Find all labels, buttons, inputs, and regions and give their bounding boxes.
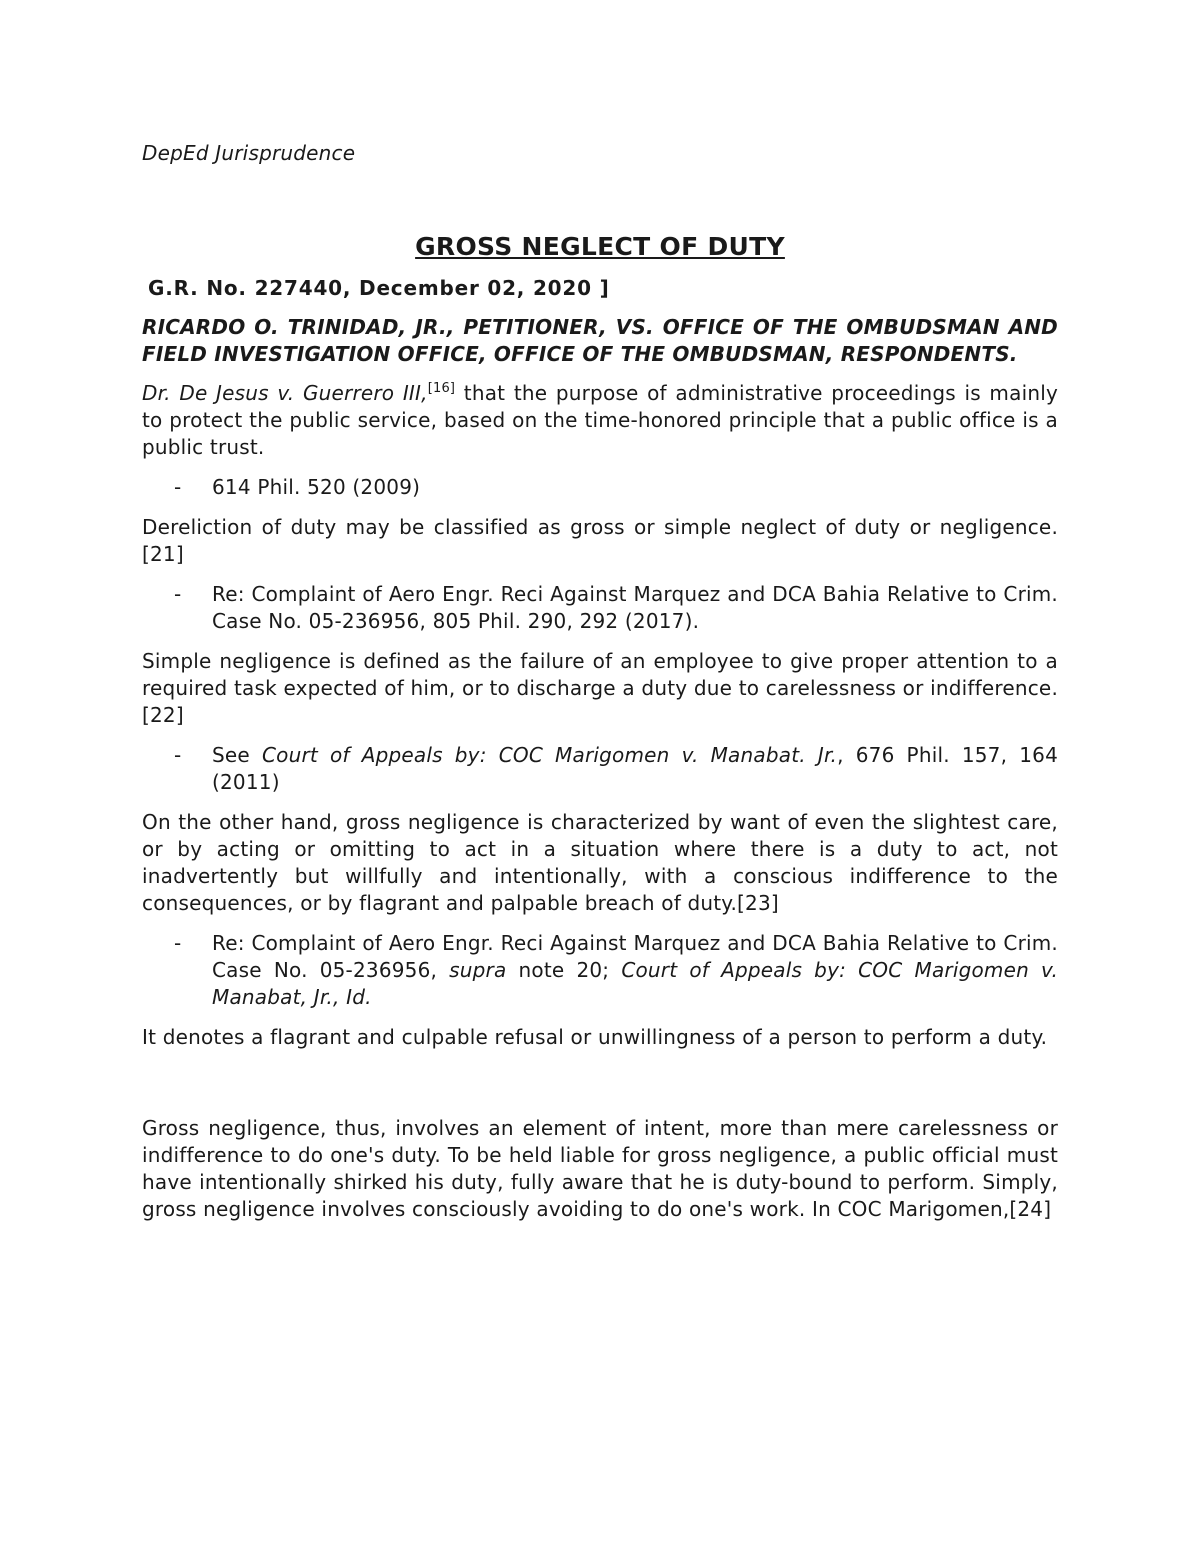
citation-item: - Re: Complaint of Aero Engr. Reci Against Marquez and DCA Bahia Relative to Crim. Case No. 05-236956, supra note 20; Court of Appeals by: COC Marigomen v. Manabat, Jr., Id. xyxy=(174,931,1059,1009)
case-name: Dr. De Jesus v. Guerrero III xyxy=(142,381,422,405)
citation-item: - 614 Phil. 520 (2009) xyxy=(174,475,421,499)
paragraph-gross-negligence: On the other hand, gross negligence is characterized by want of even the slightest care, or by acting or omitting to act in a situation where there is a duty to act, not inadvertently but willfully and intentionally, with a conscious indifference to the consequences, or by flagrant and palpable breach of duty.[23] xyxy=(142,810,1058,915)
bullet-dash: - xyxy=(174,743,182,767)
document-title: GROSS NEGLECT OF DUTY xyxy=(415,232,785,261)
bullet-dash: - xyxy=(174,931,182,955)
paragraph-dereliction: Dereliction of duty may be classified as gross or simple neglect of duty or negligence.[21] xyxy=(142,515,1058,566)
paragraph-intent: Gross negligence, thus, involves an element of intent, more than mere carelessness or indifference to do one's duty. To be held liable for gross negligence, a public official must have intentionally shirked his duty, fully aware that he is duty-bound to perform. Simply, gross negligence involves consciously avoiding to do one's work. In COC Marigomen,[24] xyxy=(142,1116,1058,1221)
bullet-dash: - xyxy=(174,475,182,499)
citation-item: - Re: Complaint of Aero Engr. Reci Against Marquez and DCA Bahia Relative to Crim. Case No. 05-236956, 805 Phil. 290, 292 (2017). xyxy=(174,582,1058,633)
case-name: Court of Appeals by: COC Marigomen v. Manabat, Jr., Id. xyxy=(212,958,1059,1009)
document-page xyxy=(142,140,1058,1236)
paragraph-denotes: It denotes a flagrant and culpable refusal or unwillingness of a person to perform a duty. xyxy=(142,1025,1048,1049)
paragraph-simple-negligence: Simple negligence is defined as the failure of an employee to give proper attention to a required task expected of him, or to discharge a duty due to carelessness or indifference.[22] xyxy=(142,649,1058,727)
footnote-ref: [16] xyxy=(427,381,456,396)
citation-item: - See Court of Appeals by: COC Marigomen v. Manabat. Jr., 676 Phil. 157, 164 (2011) xyxy=(174,743,1058,794)
paragraph-purpose: Dr. De Jesus v. Guerrero III,[16] that the purpose of administrative proceedings is mainly to protect the public service, based on the time-honored principle that a public office is a public trust. xyxy=(142,381,1058,459)
bullet-dash: - xyxy=(174,582,182,606)
case-number: G.R. No. 227440, December 02, 2020 ] xyxy=(148,276,610,300)
blank-line xyxy=(142,1064,1058,1115)
document-header: DepEd Jurisprudence xyxy=(142,141,356,165)
case-name: Court of Appeals by: COC Marigomen v. Manabat. Jr. xyxy=(261,743,838,767)
case-parties: RICARDO O. TRINIDAD, JR., PETITIONER, VS. OFFICE OF THE OMBUDSMAN AND FIELD INVESTIGATION OFFICE, OFFICE OF THE OMBUDSMAN, RESPONDENTS. xyxy=(142,315,1058,366)
